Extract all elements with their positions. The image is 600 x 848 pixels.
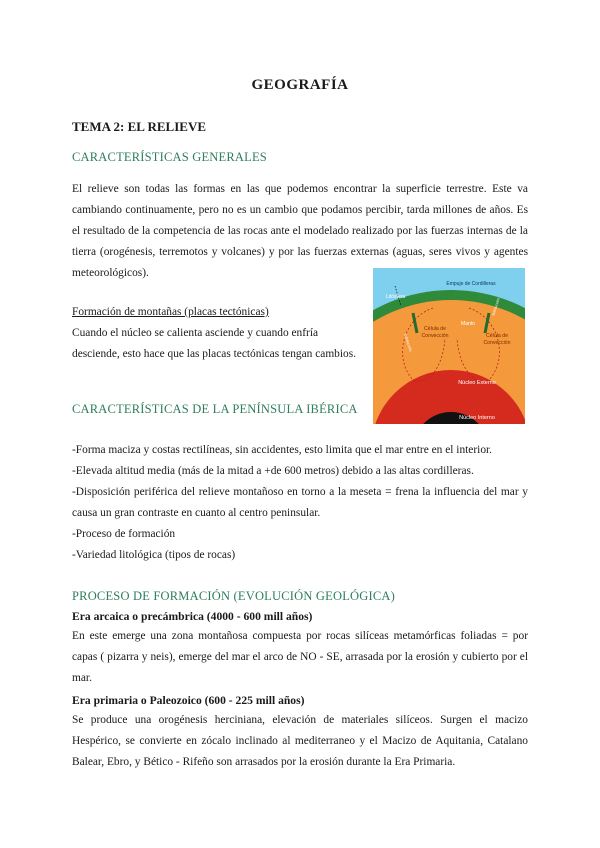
topic-title: TEMA 2: EL RELIEVE (72, 119, 207, 134)
iberia-item-3: -Disposición periférica del relieve montañoso en torno a la meseta = frena la influencia del mar y causa un gran contraste en cuanto al centro peninsular. (72, 486, 528, 519)
mountains-line-1: Cuando el núcleo se calienta asciende y cuando enfría (72, 327, 319, 339)
document-title: GEOGRAFÍA (251, 77, 349, 93)
era-2-title: Era primaria o Paleozoico (600 - 225 mill años) (72, 694, 305, 707)
iberia-item-1: -Forma maciza y costas rectilíneas, sin accidentes, esto limita que el mar entre en el interior. (72, 444, 493, 456)
iberia-item-2: -Elevada altitud media (más de la mitad a +de 600 metros) debido a las altas cordilleras. (72, 465, 474, 477)
era-1-title: Era arcaica o precámbrica (4000 - 600 mill años) (72, 610, 313, 623)
iberia-item-5: -Variedad litológica (tipos de rocas) (72, 549, 236, 561)
mountains-line-2: desciende, esto hace que las placas tectónicas tengan cambios. (72, 348, 357, 360)
tectonic-diagram-svg (373, 268, 525, 424)
era-1-text: En este emerge una zona montañosa compuesta por rocas silíceas metamórficas foliadas = por capas ( pizarra y neis), emerge del mar el arco de NO - SE, arrasada por la erosión y cubierto por el mar. (72, 630, 528, 684)
label-subduction-left: Subducción (403, 333, 413, 353)
label-cell-left-2: Convección (421, 333, 449, 339)
iberia-heading: CARACTERÍSTICAS DE LA PENÍNSULA IBÉRICA (72, 402, 358, 416)
general-paragraph: El relieve son todas las formas en las que podemos encontrar la superficie terrestre. Este va cambiando continuamente, pero no es un cambio que podamos percibir, tarda millones de años. Es el resultado de la competencia de las rocas ante el modelado realizado por las fuerzas internas de la tierra (orogénesis, terremotos y volcanes) y por las fuerzas externas (aguas, seres vivos y agentes meteorológicos). (72, 183, 528, 279)
tectonic-diagram (373, 268, 525, 424)
label-cell-left-1: Célula de (424, 326, 446, 332)
label-push: Empuje de Cordilleras (446, 281, 496, 287)
general-heading: CARACTERÍSTICAS GENERALES (72, 150, 267, 164)
iberia-item-4: -Proceso de formación (72, 528, 176, 540)
label-subduction-right: Subducción (491, 297, 501, 317)
label-inner-core: Núcleo Interno (459, 415, 495, 421)
label-cell-right-2: Convección (483, 340, 511, 346)
label-outer-core: Núcleo Externo (458, 380, 496, 386)
label-lithosphere: Litósfera (386, 294, 406, 300)
formation-heading: PROCESO DE FORMACIÓN (EVOLUCIÓN GEOLÓGICA) (72, 589, 395, 603)
label-mantle: Manto (461, 321, 475, 327)
era-2-text: Se produce una orogénesis herciniana, elevación de materiales silíceos. Surgen el macizo Hespérico, se convierte en zócalo inclinado al mediterraneo y el Macizo de Aquitania, Catalano Balear, Ebro, y Bético - Rifeño son arrasados por la erosión durante la Era Primaria. (72, 714, 528, 768)
mountains-subheading: Formación de montañas (placas tectónicas) (72, 306, 269, 318)
label-cell-right-1: Célula de (486, 333, 508, 339)
